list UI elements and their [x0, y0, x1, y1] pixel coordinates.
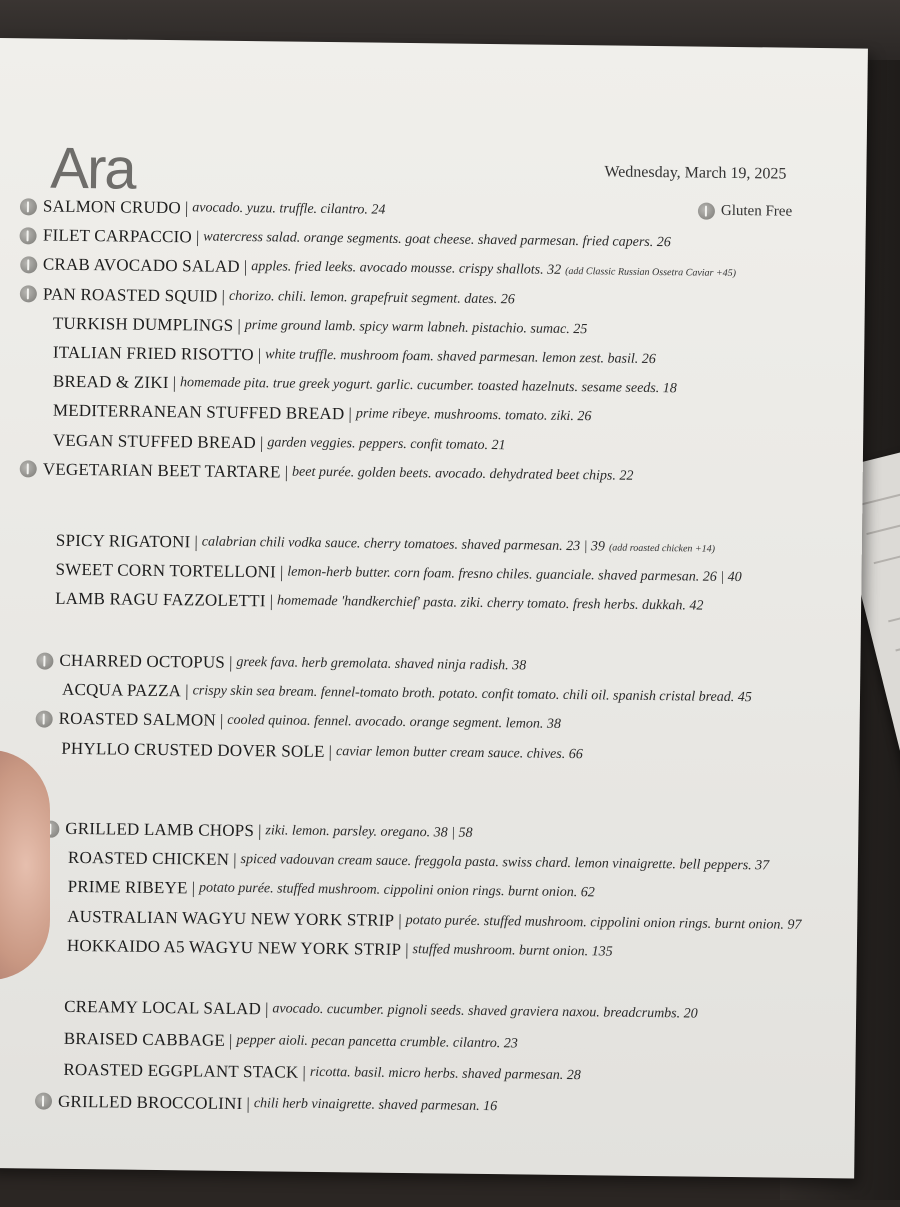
menu-item-description: avocado. yuzu. truffle. cilantro. 24: [192, 200, 386, 218]
menu-item-name: GRILLED BROCCOLINI: [57, 1091, 243, 1113]
menu-item-name: MEDITERRANEAN STUFFED BREAD: [52, 401, 345, 424]
menu-item: [64, 997, 698, 1025]
menu-item-name: CRAB AVOCADO SALAD: [42, 254, 240, 277]
menu-item: [53, 430, 506, 456]
menu-item: [64, 1028, 518, 1054]
menu-item-description: chili herb vinaigrette. shaved parmesan. 16: [253, 1095, 498, 1114]
separator: |: [302, 1062, 306, 1082]
menu-item-name: VEGETARIAN BEET TARTARE: [42, 459, 281, 482]
separator: |: [191, 878, 196, 898]
separator: |: [228, 1030, 233, 1050]
menu-item-description: beet purée. golden beets. avocado. dehydrated beet chips. 22: [291, 464, 634, 484]
menu-item-name: PHYLLO CRUSTED DOVER SOLE: [61, 738, 325, 761]
menu-item-description: spiced vadouvan cream sauce. freggola pasta. swiss chard. lemon vinaigrette. bell peppers. 37: [240, 852, 770, 874]
separator: |: [257, 345, 262, 365]
gluten-free-icon: [35, 1093, 52, 1110]
menu-sheet: [0, 38, 868, 1179]
menu-item: [62, 680, 752, 708]
menu-item-name: ROASTED CHICKEN: [67, 848, 230, 870]
separator: |: [195, 227, 200, 247]
menu-item: [20, 255, 736, 284]
menu-item-description: chorizo. chili. lemon. grapefruit segment. dates. 26: [228, 288, 515, 307]
menu-item-description: crispy skin sea bream. fennel-tomato broth. potato. confit tomato. chili oil. spanish cristal bread. 45: [192, 683, 752, 706]
menu-item-name: PAN ROASTED SQUID: [42, 284, 218, 306]
hand: [0, 750, 50, 980]
menu-item-description: apples. fried leeks. avocado mousse. crispy shallots. 32: [251, 259, 562, 279]
menu-item-name: FILET CARPACCIO: [42, 225, 192, 247]
menu-item-name: SPICY RIGATONI: [55, 530, 191, 552]
menu-item-description: pepper aioli. pecan pancetta crumble. cilantro. 23: [236, 1032, 518, 1051]
gluten-free-icon: [20, 285, 37, 302]
menu-item: [20, 196, 386, 220]
menu-item-description: homemade 'handkerchief' pasta. ziki. cherry tomato. fresh herbs. dukkah. 42: [276, 593, 704, 615]
menu-item-description: potato purée. stuffed mushroom. cippolini onion rings. burnt onion. 62: [198, 880, 595, 901]
menu-item: [68, 848, 769, 877]
restaurant-logo: Ara: [50, 135, 136, 202]
menu-item-note: (add roasted chicken +14): [608, 541, 716, 555]
menu-item-name: BREAD & ZIKI: [52, 371, 169, 393]
separator: |: [405, 939, 409, 959]
menu-item: [55, 560, 741, 588]
menu-item: [53, 343, 656, 370]
separator: |: [279, 562, 284, 582]
menu-item: [20, 284, 515, 310]
menu-item-description: ricotta. basil. micro herbs. shaved parmesan. 28: [309, 1064, 581, 1084]
separator: |: [398, 910, 402, 930]
menu-item: [36, 650, 526, 676]
menu-item-name: GRILLED LAMB CHOPS: [65, 818, 255, 841]
separator: |: [328, 741, 333, 761]
menu-item-description: greek fava. herb gremolata. shaved ninja radish. 38: [236, 654, 527, 674]
menu-item: [68, 877, 595, 903]
gluten-free-label: Gluten Free: [720, 202, 793, 220]
separator: |: [259, 432, 264, 452]
gluten-free-icon: [20, 198, 37, 215]
menu-item: [63, 1060, 581, 1086]
menu-item: [36, 709, 561, 735]
separator: |: [246, 1093, 250, 1113]
menu-item-description: prime ground lamb. spicy warm labneh. pistachio. sumac. 25: [244, 317, 588, 337]
menu-item: [53, 313, 588, 340]
menu-item-description: cooled quinoa. fennel. avocado. orange segment. lemon. 38: [227, 713, 561, 733]
separator: |: [221, 286, 226, 306]
menu-item: [67, 936, 613, 963]
menu-item-name: ITALIAN FRIED RISOTTO: [52, 342, 254, 365]
menu-item-name: ROASTED EGGPLANT STACK: [63, 1059, 299, 1082]
menu-item: [67, 906, 801, 935]
gluten-free-icon: [20, 227, 37, 244]
menu-item-name: LAMB RAGU FAZZOLETTI: [55, 589, 266, 611]
separator: |: [348, 404, 352, 424]
menu-item: [35, 1091, 497, 1117]
separator: |: [243, 257, 248, 277]
menu-item-name: CREAMY LOCAL SALAD: [64, 996, 262, 1019]
menu-item: [53, 372, 677, 400]
menu-item-description: white truffle. mushroom foam. shaved parmesan. lemon zest. basil. 26: [265, 347, 656, 368]
menu-item-description: garden veggies. peppers. confit tomato. 21: [267, 434, 506, 453]
separator: |: [185, 681, 189, 701]
menu-item-description: stuffed mushroom. burnt onion. 135: [412, 941, 613, 960]
menu-item-name: PRIME RIBEYE: [67, 877, 188, 898]
menu-item-description: lemon-herb butter. corn foam. fresno chiles. guanciale. shaved parmesan. 26 | 40: [287, 564, 742, 586]
menu-item-description: caviar lemon butter cream sauce. chives. 66: [335, 743, 583, 762]
separator: |: [219, 711, 224, 731]
menu-item-description: ziki. lemon. parsley. oregano. 38 | 58: [265, 823, 473, 841]
menu-item-name: VEGAN STUFFED BREAD: [52, 430, 257, 452]
separator: |: [284, 462, 289, 482]
menu-item-name: SALMON CRUDO: [42, 196, 182, 218]
menu-item: [61, 738, 583, 764]
separator: |: [257, 821, 262, 841]
menu-item-description: calabrian chili vodka sauce. cherry tomatoes. shaved parmesan. 23 | 39: [201, 534, 606, 555]
menu-item-name: ROASTED SALMON: [58, 709, 217, 731]
separator: |: [228, 652, 233, 672]
gluten-free-icon: [20, 256, 37, 273]
separator: |: [194, 532, 198, 552]
separator: |: [237, 315, 241, 335]
separator: |: [172, 373, 177, 393]
menu-item: [56, 531, 715, 559]
gluten-free-legend: [698, 203, 792, 221]
separator: |: [269, 591, 274, 611]
separator: |: [184, 198, 189, 218]
gluten-free-icon: [698, 203, 715, 220]
menu-item-description: potato purée. stuffed mushroom. cippolini onion rings. burnt onion. 97: [405, 912, 802, 933]
menu-item-description: watercress salad. orange segments. goat cheese. shaved parmesan. fried capers. 26: [203, 229, 671, 251]
gluten-free-icon: [20, 461, 37, 478]
menu-item: [42, 819, 472, 844]
menu-item-description: prime ribeye. mushrooms. tomato. ziki. 26: [355, 406, 592, 425]
menu-item-note: (add Classic Russian Ossetra Caviar +45): [565, 265, 737, 279]
gluten-free-icon: [36, 652, 53, 669]
menu-item-name: TURKISH DUMPLINGS: [52, 313, 234, 335]
menu-item-description: homemade pita. true greek yogurt. garlic. cucumber. toasted hazelnuts. sesame seeds. 18: [179, 375, 677, 397]
menu-item: [53, 401, 592, 428]
menu-item-description: avocado. cucumber. pignoli seeds. shaved graviera naxou. breadcrumbs. 20: [272, 1001, 698, 1022]
menu-item-name: CHARRED OCTOPUS: [59, 650, 226, 672]
menu-item-name: HOKKAIDO A5 WAGYU NEW YORK STRIP: [66, 935, 402, 959]
menu-item-name: AUSTRALIAN WAGYU NEW YORK STRIP: [67, 906, 395, 930]
menu-item-name: SWEET CORN TORTELLONI: [55, 559, 277, 582]
menu-item: [20, 459, 634, 486]
menu-date: Wednesday, March 19, 2025: [604, 163, 787, 183]
menu-item-name: ACQUA PAZZA: [61, 679, 182, 701]
separator: |: [233, 850, 237, 870]
menu-item: [55, 589, 704, 617]
menu-item-name: BRAISED CABBAGE: [63, 1028, 226, 1050]
gluten-free-icon: [36, 710, 53, 727]
menu-item: [20, 225, 671, 253]
separator: |: [264, 999, 269, 1019]
